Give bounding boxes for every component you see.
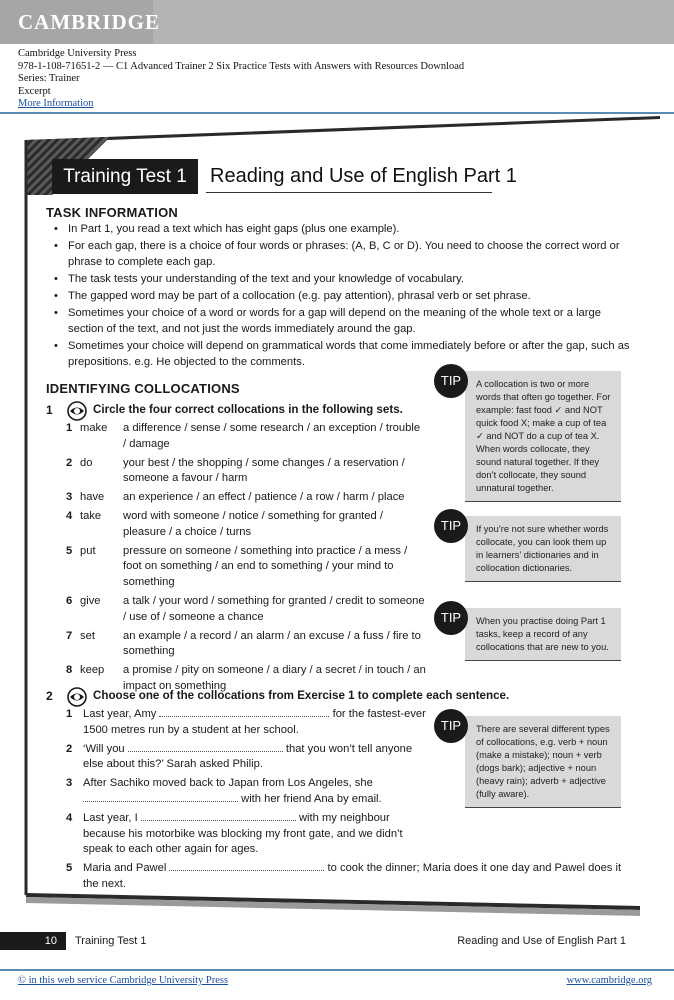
task-bullet: • For each gap, there is a choice of four words or phrases: (A, B, C or D). You need to choose the correct word or phrase to complete each gap. xyxy=(46,239,630,270)
tip-badge: TIP xyxy=(434,601,468,635)
list-item xyxy=(66,490,426,506)
item-number: 4 xyxy=(66,509,73,522)
footer-divider xyxy=(0,969,674,971)
sentence-end: with my neighbour because his motorbike was blocking my front gate, and we didn’t speak to each other again for ages. xyxy=(83,811,403,856)
tip-text: A collocation is two or more words that often go together. For example: fast food ✓ and NOT quick food X; make a cup of tea ✓ and NOT do a cup of tea X. When words collocate, they sound natural together. If they don’t collocate, they sound unnatural together. xyxy=(476,379,611,493)
task-bullet: • The task tests your understanding of the text and your knowledge of vocabulary. xyxy=(46,272,630,288)
collocation-list xyxy=(66,421,426,698)
item-number: 5 xyxy=(66,544,73,557)
item-number: 3 xyxy=(66,491,73,504)
list-item xyxy=(66,544,426,591)
sentence-start: Last year, I xyxy=(83,811,138,824)
list-item xyxy=(66,861,626,893)
meta-line: Cambridge University Press xyxy=(18,48,137,59)
exercise-2-instruction: Choose one of the collocations from Exercise 1 to complete each sentence. xyxy=(93,689,510,702)
item-number: 3 xyxy=(66,777,73,790)
meta-line: Series: Trainer xyxy=(18,73,80,85)
title-underline xyxy=(206,192,492,193)
item-verb: give xyxy=(80,594,101,607)
item-verb: have xyxy=(80,491,105,504)
copyright-link[interactable]: © in this web service Cambridge University Press xyxy=(18,975,229,986)
item-number: 8 xyxy=(66,664,73,677)
task-information-list xyxy=(46,222,630,372)
more-information-link[interactable]: More Information xyxy=(18,98,94,110)
task-information-heading: TASK INFORMATION xyxy=(46,205,178,220)
sentence-start: Last year, Amy xyxy=(83,708,157,720)
list-item xyxy=(66,509,426,541)
item-options[interactable]: pressure on someone / something into practice / a mess / foot on something / an end to something / your mind to something xyxy=(123,544,408,589)
footer-test-label: Training Test 1 xyxy=(75,935,147,947)
item-options[interactable]: a promise / pity on someone / a diary / a secret / in touch / an impact on something xyxy=(123,664,426,692)
cambridge-website-link[interactable]: www.cambridge.org xyxy=(566,975,652,986)
item-options[interactable]: a difference / sense / some research / an exception / trouble / damage xyxy=(123,422,421,450)
eye-icon xyxy=(67,401,87,421)
item-number: 4 xyxy=(66,811,73,824)
tip-text: There are several different types of collocations, e.g. verb + noun (make a mistake); noun + verb (dogs bark); adjective + noun (heavy rain); adverb + adjective (fully aware). xyxy=(476,724,610,799)
answer-gap[interactable] xyxy=(169,861,324,871)
exercise-1-instruction: Circle the four correct collocations in the following sets. xyxy=(93,403,403,416)
tip-box xyxy=(465,516,621,582)
list-item xyxy=(66,629,426,661)
item-number: 7 xyxy=(66,629,73,642)
cambridge-logo: CAMBRIDGE xyxy=(18,10,161,34)
answer-gap[interactable] xyxy=(141,811,296,821)
tip-badge: TIP xyxy=(434,709,468,743)
item-options[interactable]: word with someone / notice / something for granted / pleasure / a choice / turns xyxy=(123,509,383,538)
tip-box xyxy=(465,371,621,502)
item-options[interactable]: an example / a record / an alarm / an excuse / a fuss / fire to something xyxy=(123,629,421,658)
meta-line: Excerpt xyxy=(18,85,51,97)
list-item xyxy=(66,421,426,453)
item-verb: take xyxy=(80,509,102,522)
item-verb: set xyxy=(80,629,95,642)
exercise-1-number: 1 xyxy=(46,403,53,417)
footer-part-label: Reading and Use of English Part 1 xyxy=(457,935,626,947)
tip-box xyxy=(465,608,621,661)
tip-badge: TIP xyxy=(434,509,468,543)
item-options[interactable]: an experience / an effect / patience / a row / harm / place xyxy=(123,491,405,504)
task-bullet: • Sometimes your choice of a word or words for a gap will depend on the meaning of the whole text or a large section of the text, and not just the words immediately around the gap. xyxy=(46,306,630,337)
sentence-end: for the fastest-ever 1500 metres run by a student at her school. xyxy=(83,708,426,736)
task-bullet: • The gapped word may be part of a collocation (e.g. pay attention), phrasal verb or set phrase. xyxy=(46,289,630,305)
sentence-end: to cook the dinner; Maria does it one day and Pawel does it the next. xyxy=(83,862,622,890)
item-verb: keep xyxy=(80,664,105,677)
answer-gap[interactable] xyxy=(83,792,238,802)
item-number: 2 xyxy=(66,456,73,469)
item-verb: make xyxy=(80,422,108,434)
item-number: 5 xyxy=(66,862,73,875)
list-item xyxy=(66,594,426,626)
eye-icon xyxy=(67,687,87,707)
tip-text: When you practise doing Part 1 tasks, keep a record of any collocations that are new to you. xyxy=(476,616,609,652)
exercise-2-number: 2 xyxy=(46,689,53,703)
tip-box xyxy=(465,716,621,808)
sentence-start: After Sachiko moved back to Japan from Los Angeles, she xyxy=(83,777,373,790)
training-test-label: Training Test 1 xyxy=(52,159,198,194)
tip-text: If you’re not sure whether words collocate, you can look them up in learners’ dictionaries and in collocation dictionaries. xyxy=(476,524,609,573)
part-title: Reading and Use of English Part 1 xyxy=(210,165,517,187)
task-bullet: • In Part 1, you read a text which has eight gaps (plus one example). xyxy=(46,222,630,238)
tip-badge: TIP xyxy=(434,364,468,398)
task-bullet: • Sometimes your choice will depend on grammatical words that come immediately before or after the gap, such as prepositions. e.g. He objected to the comments. xyxy=(46,339,630,370)
item-number: 1 xyxy=(66,708,73,720)
meta-line: 978-1-108-71651-2 — C1 Advanced Trainer 2 Six Practice Tests with Answers with Resources Download xyxy=(18,60,465,72)
list-item xyxy=(66,811,626,858)
answer-gap[interactable] xyxy=(128,742,283,752)
sentence-end: that you won’t tell anyone else about this?’ Sarah asked Philip. xyxy=(83,742,413,771)
identifying-collocations-heading: IDENTIFYING COLLOCATIONS xyxy=(46,381,240,396)
item-options[interactable]: your best / the shopping / some changes / a reservation / someone a favour / harm xyxy=(123,456,405,485)
item-number: 2 xyxy=(66,742,73,755)
item-verb: put xyxy=(80,544,96,557)
item-number: 6 xyxy=(66,594,73,607)
list-item xyxy=(66,456,426,488)
item-options[interactable]: a talk / your word / something for granted / credit to someone / use of / someone a chance xyxy=(123,594,425,623)
answer-gap[interactable] xyxy=(159,707,329,717)
item-verb: do xyxy=(80,456,93,469)
page-number: 10 xyxy=(0,932,66,950)
top-frame-line xyxy=(26,116,660,143)
sentence-end: with her friend Ana by email. xyxy=(241,792,382,805)
item-number: 1 xyxy=(66,422,73,434)
sentence-start: ‘Will you xyxy=(83,742,125,755)
sentence-start: Maria and Pawel xyxy=(83,862,167,875)
